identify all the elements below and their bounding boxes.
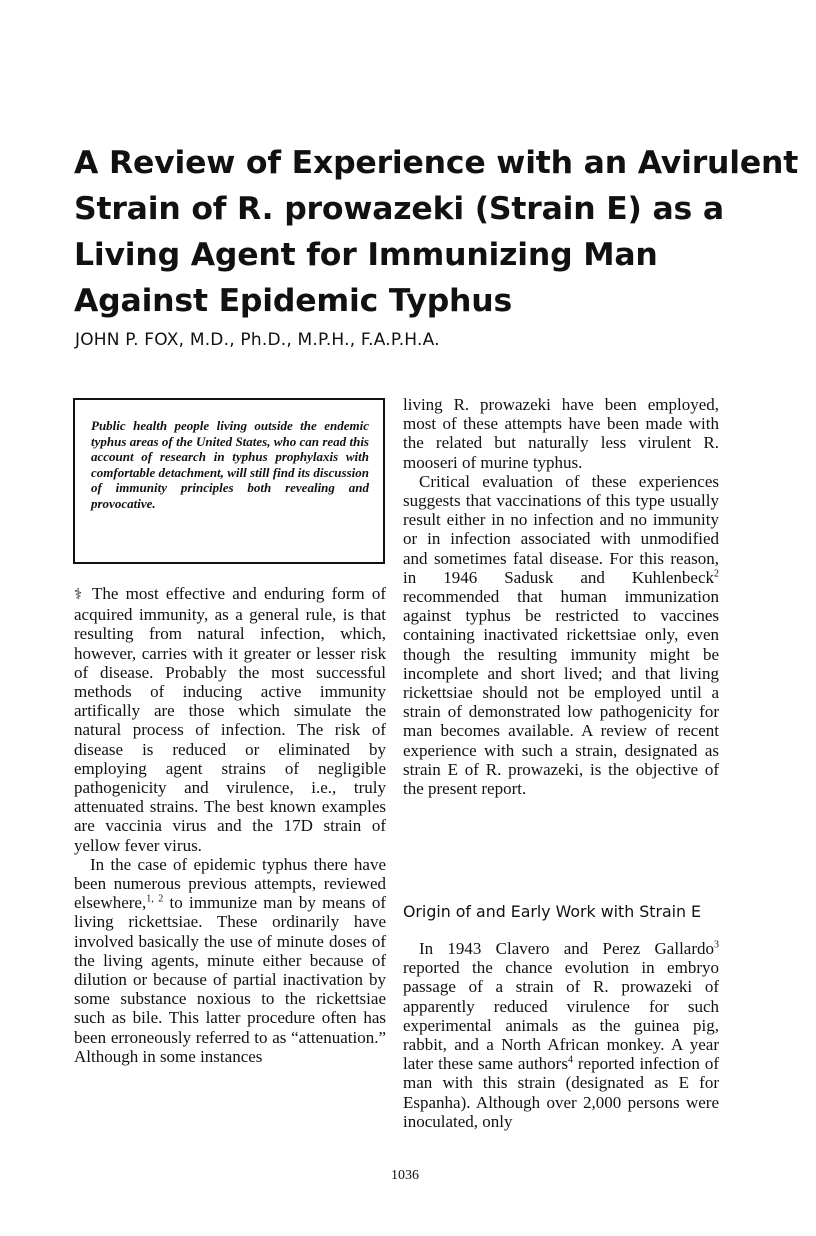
section-heading: Origin of and Early Work with Strain E	[403, 902, 702, 921]
paragraph-text: reported the chance evolution in embryo passage of a strain of R. prowazeki of apparently reduced virulence for such experimental animals as the guinea pig, rabbit, and a North African monkey. A year later these same authors	[403, 958, 719, 1074]
caduceus-icon: ⚕	[74, 587, 86, 603]
paragraph	[74, 855, 386, 1066]
paragraph-text: reported infection of man with this strain (designated as E for Espanha). Although over 2,000 persons were inoculated, only	[403, 1054, 720, 1131]
reference-marker: 3	[714, 939, 719, 951]
reference-marker: 1, 2	[146, 893, 164, 905]
reference-marker: 4	[567, 1054, 573, 1066]
paragraph-text: In the case of epidemic typhus there have been numerous previous attempts, reviewed elsewhere,	[74, 854, 386, 913]
paragraph-text: living R. prowazeki have been employed, most of these attempts have been made with the related but naturally less virulent R. mooseri of murine typhus.	[403, 395, 719, 472]
title-line: Against Epidemic Typhus	[74, 283, 513, 319]
article-title	[74, 140, 799, 324]
paragraph-text: to immunize man by means of living rickettsiae. These ordinarily have involved basically the use of minute doses of the living agents, minute either because of dilution or because of partial inactivation by some substance noxious to the rickettsiae such as bile. This latter procedure often has been erroneously referred to as “attenuation.” Although in some instances	[74, 893, 386, 1066]
paragraph	[403, 939, 719, 1131]
reference-marker: 2	[714, 568, 719, 580]
right-column-continued	[403, 939, 719, 1131]
paragraph	[403, 472, 719, 798]
paragraph-text: Critical evaluation of these experiences suggests that vaccinations of this type usually result either in no infection and no immunity or in infection associated with unmodified and sometimes fatal disease. For this reason, in 1946 Sadusk and Kuhlenbeck	[403, 471, 719, 587]
title-line: A Review of Experience with an Avirulent	[74, 145, 799, 181]
paragraph	[74, 584, 386, 855]
paragraph-text: recommended that human immunization against typhus be restricted to vaccines containing inactivated rickettsiae only, even though the resulting immunity might be incomplete and short lived; and that living rickettsiae should not be employed until a strain of demonstrated low pathogenicity for man becomes available. A review of recent experience with such a strain, designated as strain E of R. prowazeki, is the objective of the present report.	[403, 587, 719, 799]
abstract-box	[73, 398, 385, 564]
paragraph-text: In 1943 Clavero and Perez Gallardo	[419, 939, 714, 958]
right-column	[403, 395, 719, 798]
paragraph	[403, 395, 719, 472]
author-byline: JOHN P. FOX, M.D., Ph.D., M.P.H., F.A.P.H.A.	[75, 330, 440, 350]
abstract-text: Public health people living outside the endemic typhus areas of the United States, who can read this account of research in typhus prophylaxis with comfortable detachment, will still find its discussion of immunity principles both revealing and provocative.	[91, 418, 369, 511]
title-line: Living Agent for Immunizing Man	[74, 237, 658, 273]
title-line: Strain of R. prowazeki (Strain E) as a	[74, 191, 724, 227]
page-number: 1036	[391, 1168, 419, 1183]
paragraph-text: The most effective and enduring form of acquired immunity, as a general rule, is that resulting from natural infection, which, however, carries with it greater or lesser risk of disease. Probably the most successful methods of inducing active immunity artifically are those which simulate the natural process of infection. The risk of disease is reduced or eliminated by employing agent strains of negligible pathogenicity and virulence, i.e., truly attenuated strains. The best known examples are vaccinia virus and the 17D strain of yellow fever virus.	[74, 584, 386, 855]
left-column	[74, 584, 386, 1066]
